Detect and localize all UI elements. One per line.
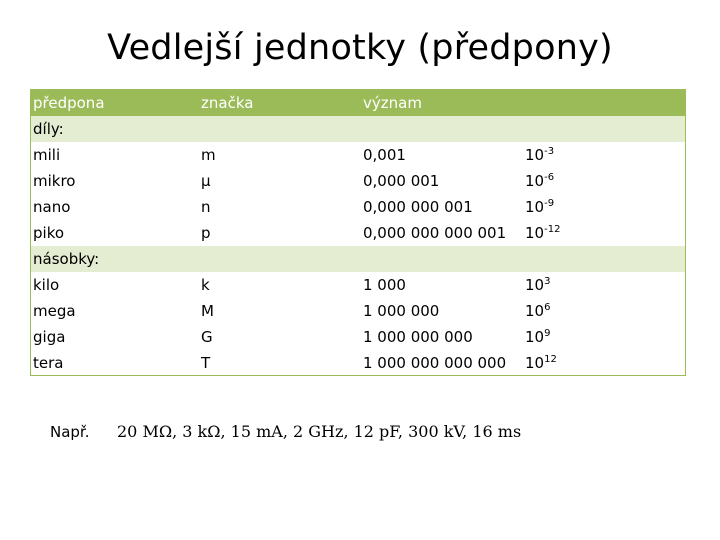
table-row — [31, 324, 685, 350]
value-cell: 0,001 — [363, 146, 406, 164]
power-cell: $10^3$ — [525, 276, 551, 294]
prefix-cell: nano — [33, 198, 71, 216]
prefix-cell: tera — [33, 354, 64, 372]
power-cell: $10^{-12}$ — [525, 224, 561, 242]
power-cell: $10^{-3}$ — [525, 146, 555, 164]
power-cell: $10^6$ — [525, 302, 551, 320]
value-cell: 1 000 000 000 000 — [363, 354, 507, 372]
power-cell: $10^9$ — [525, 328, 551, 346]
symbol-cell: n — [201, 198, 211, 216]
power-cell: $10^{-6}$ — [525, 172, 555, 190]
symbol-cell: M — [201, 302, 214, 320]
table-header-row — [31, 90, 685, 116]
value-cell: 0,000 000 000 001 — [363, 224, 507, 242]
prefix-cell: piko — [33, 224, 65, 242]
value-cell: 1 000 000 000 — [363, 328, 473, 346]
prefix-cell: kilo — [33, 276, 60, 294]
prefix-table — [30, 89, 686, 376]
prefix-cell: mega — [33, 302, 76, 320]
table-row — [31, 168, 685, 194]
table-row — [31, 220, 685, 246]
table-row — [31, 298, 685, 324]
section-row-fractions — [31, 116, 685, 142]
section-label: díly: — [33, 120, 64, 138]
header-prefix: předpona — [33, 94, 105, 112]
symbol-cell: μ — [201, 172, 211, 190]
value-cell: 0,000 001 — [363, 172, 440, 190]
slide-title: Vedlejší jednotky (předpony) — [107, 28, 613, 68]
section-row-multiples — [31, 246, 685, 272]
table-row — [31, 350, 685, 376]
table-row — [31, 194, 685, 220]
value-cell: 1 000 000 — [363, 302, 440, 320]
header-symbol: značka — [201, 94, 254, 112]
symbol-cell: p — [201, 224, 211, 242]
header-meaning: význam — [363, 94, 422, 112]
power-cell: $10^{12}$ — [525, 354, 557, 372]
symbol-cell: G — [201, 328, 213, 346]
power-cell: $10^{-9}$ — [525, 198, 555, 216]
symbol-cell: m — [201, 146, 216, 164]
value-cell: 0,000 000 001 — [363, 198, 473, 216]
table-row — [31, 272, 685, 298]
table-row — [31, 142, 685, 168]
prefix-cell: giga — [33, 328, 66, 346]
example-text: 20 MΩ, 3 kΩ, 15 mA, 2 GHz, 12 pF, 300 kV, 16 ms — [117, 422, 522, 441]
section-label: násobky: — [33, 250, 100, 268]
symbol-cell: k — [201, 276, 210, 294]
value-cell: 1 000 — [363, 276, 406, 294]
example-label: Např. — [50, 423, 90, 441]
prefix-cell: mili — [33, 146, 61, 164]
prefix-cell: mikro — [33, 172, 76, 190]
symbol-cell: T — [201, 354, 211, 372]
